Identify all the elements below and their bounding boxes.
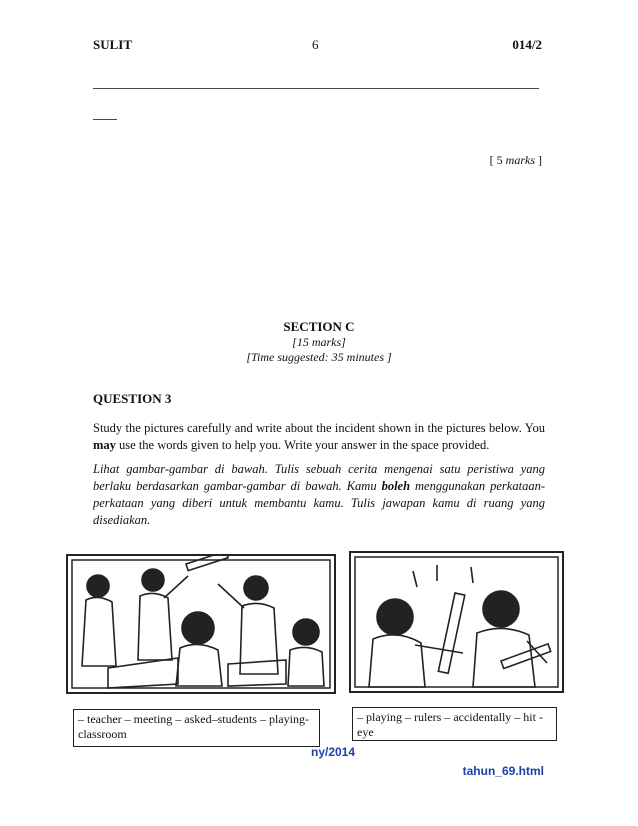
section-title: SECTION C bbox=[283, 319, 355, 334]
classroom-picture bbox=[66, 554, 336, 694]
paper-code: 014/2 bbox=[512, 37, 542, 52]
instructions-english: Study the pictures carefully and write about the incident shown in the pictures below. You may use the words given to help you. Write your answer in the space provided. bbox=[93, 421, 545, 452]
answer-line-short bbox=[93, 119, 117, 120]
footer-link-page[interactable]: tahun_69.html bbox=[462, 764, 544, 778]
answer-line bbox=[93, 88, 539, 89]
instructions-malay: Lihat gambar-gambar di bawah. Tulis sebuah cerita mengenai satu peristiwa yang berlaku berdasarkan gambar-gambar di bawah. Kamu boleh menggunakan perkataan-perkataan yang diberi untuk membantu kamu. Tulis jawapan kamu di ruang yang disediakan. bbox=[93, 462, 545, 527]
ruler-incident-picture bbox=[349, 551, 564, 693]
ruler-incident-illustration-icon bbox=[351, 553, 562, 691]
footer-link-date[interactable]: ny/2014 bbox=[311, 745, 356, 759]
header-left: SULIT bbox=[93, 37, 133, 52]
classroom-illustration-icon bbox=[68, 556, 334, 692]
word-box-right: – playing – rulers – accidentally – hit - eye bbox=[352, 707, 557, 741]
section-marks: [15 marks] bbox=[292, 335, 346, 349]
marks-label: [ 5 marks ] bbox=[489, 153, 542, 167]
section-time: [Time suggested: 35 minutes ] bbox=[246, 350, 392, 364]
page-number: 6 bbox=[312, 37, 319, 52]
word-box-left: – teacher – meeting – asked–students – playing- classroom bbox=[73, 709, 320, 747]
question-title: QUESTION 3 bbox=[93, 391, 172, 406]
